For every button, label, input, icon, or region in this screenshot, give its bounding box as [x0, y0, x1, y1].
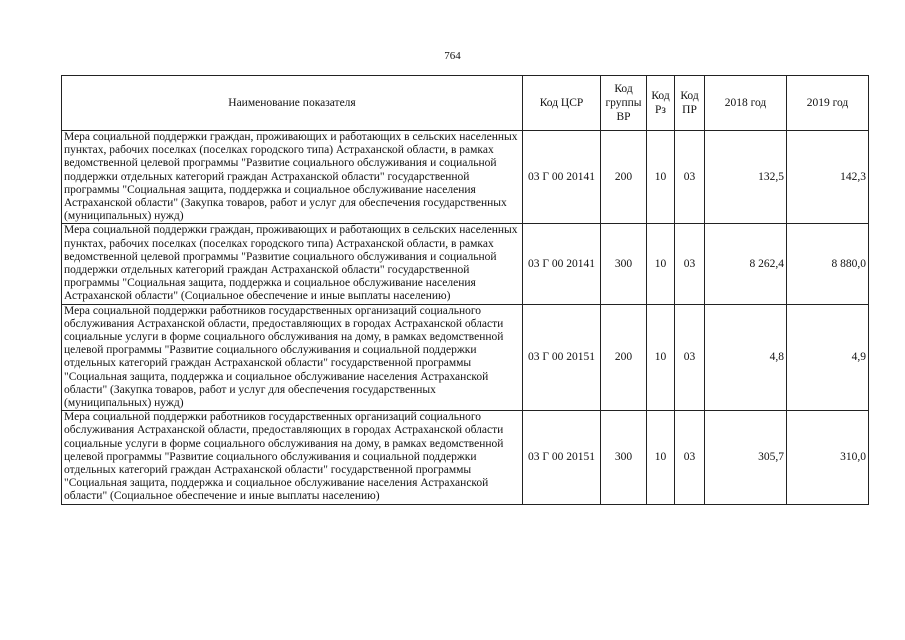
row-vr: 300 — [601, 224, 647, 304]
row-2018: 132,5 — [705, 131, 787, 224]
row-name: Мера социальной поддержки работников государственных организаций социального обслуживания Астраханской области, предоставляющих в городах Астраханской области социальные услуги в форме социального обслуживания на дому, в рамках ведомственной целевой программы "Развитие социального обслуживания и социальной поддержки отдельных категорий граждан Астраханской области" государственной программы "Социальная защита, поддержка и социальное обслуживание населения Астраханской области" (Закупка товаров, работ и услуг для обеспечения государственных (муниципальных) нужд) — [62, 304, 523, 411]
table-row — [62, 304, 869, 411]
row-2018: 305,7 — [705, 411, 787, 504]
page-number: 764 — [444, 50, 461, 62]
row-2018: 4,8 — [705, 304, 787, 411]
row-2019: 8 880,0 — [787, 224, 869, 304]
row-2019: 310,0 — [787, 411, 869, 504]
row-rz: 10 — [647, 131, 675, 224]
header-rz: Код Рз — [647, 76, 675, 131]
table-row — [62, 411, 869, 504]
row-2018: 8 262,4 — [705, 224, 787, 304]
header-2019: 2019 год — [787, 76, 869, 131]
row-name: Мера социальной поддержки работников государственных организаций социального обслуживания Астраханской области, предоставляющих в городах Астраханской области социальные услуги в форме социального обслуживания на дому, в рамках ведомственной целевой программы "Развитие социального обслуживания и социальной поддержки отдельных категорий граждан Астраханской области" государственной программы "Социальная защита, поддержка и социальное обслуживание населения Астраханской области" (Социальное обеспечение и иные выплаты населению) — [62, 411, 523, 504]
row-csr: 03 Г 00 20151 — [523, 304, 601, 411]
header-pr: Код ПР — [675, 76, 705, 131]
row-csr: 03 Г 00 20141 — [523, 224, 601, 304]
row-rz: 10 — [647, 411, 675, 504]
row-csr: 03 Г 00 20141 — [523, 131, 601, 224]
header-2018: 2018 год — [705, 76, 787, 131]
table-header-row — [62, 76, 869, 131]
row-2019: 4,9 — [787, 304, 869, 411]
table-row — [62, 224, 869, 304]
row-rz: 10 — [647, 304, 675, 411]
budget-table — [61, 75, 869, 505]
row-pr: 03 — [675, 131, 705, 224]
header-name: Наименование показателя — [62, 76, 523, 131]
row-pr: 03 — [675, 224, 705, 304]
row-2019: 142,3 — [787, 131, 869, 224]
header-csr: Код ЦСР — [523, 76, 601, 131]
row-vr: 200 — [601, 304, 647, 411]
row-vr: 200 — [601, 131, 647, 224]
row-pr: 03 — [675, 304, 705, 411]
row-vr: 300 — [601, 411, 647, 504]
header-vr: Код группы ВР — [601, 76, 647, 131]
row-rz: 10 — [647, 224, 675, 304]
row-csr: 03 Г 00 20151 — [523, 411, 601, 504]
row-name: Мера социальной поддержки граждан, проживающих и работающих в сельских населенных пунктах, рабочих поселках (поселках городского типа) Астраханской области, в рамках ведомственной целевой программы "Развитие социального обслуживания и социальной поддержки отдельных категорий граждан Астраханской области" государственной программы "Социальная защита, поддержка и социальное обслуживание населения Астраханской области" (Закупка товаров, работ и услуг для обеспечения государственных (муниципальных) нужд) — [62, 131, 523, 224]
row-pr: 03 — [675, 411, 705, 504]
table-row — [62, 131, 869, 224]
row-name: Мера социальной поддержки граждан, проживающих и работающих в сельских населенных пунктах, рабочих поселках (поселках городского типа) Астраханской области, в рамках ведомственной целевой программы "Развитие социального обслуживания и социальной поддержки отдельных категорий граждан Астраханской области" государственной программы "Социальная защита, поддержка и социальное обслуживание населения Астраханской области" (Социальное обеспечение и иные выплаты населению) — [62, 224, 523, 304]
